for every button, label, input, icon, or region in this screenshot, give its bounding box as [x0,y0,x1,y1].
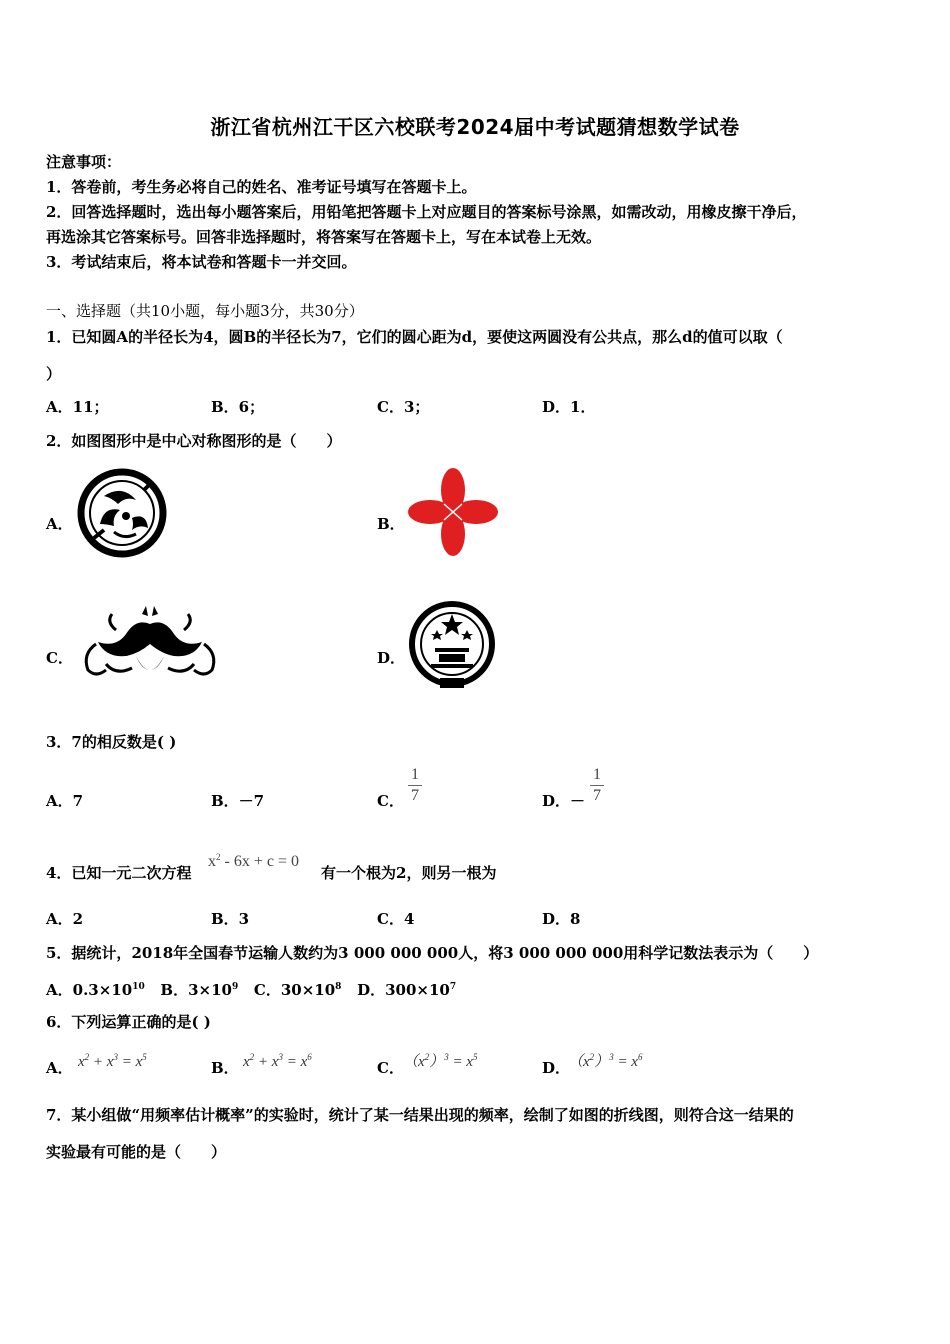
q2-option-d: D． [377,649,406,667]
q7-stem-line-2: 实验最有可能的是（ ） [46,1143,227,1161]
q1-option-a: A．11； [46,398,109,416]
q6-option-b: B． [211,1059,239,1077]
notice-item-3: 3．考试结束后，将本试卷和答题卡一并交回。 [46,253,357,271]
q2-figure-d-national-emblem [407,600,497,692]
q2-stem: 2．如图图形中是中心对称图形的是（ ） [46,432,342,450]
q6-d-expression [568,1050,642,1071]
q6-d-t1: 2 [589,1052,595,1062]
q3-option-c-fraction [408,766,422,805]
q6-a-t5: 5 [142,1052,147,1062]
q6-d-t2: ） [594,1054,610,1070]
q6-stem: 6．下列运算正确的是( ) [46,1013,211,1031]
q5-option-a [46,981,145,999]
q3-d-fraction-bar [590,785,604,786]
q2-option-b: B． [377,515,405,533]
q6-b-t5: 6 [307,1052,312,1062]
q6-b-t2: + x [254,1054,279,1070]
q4-eq-exponent: 2 [216,852,221,862]
q4-eq-x: x [208,853,216,870]
q3-c-fraction-bar [408,785,422,786]
notice-item-2-line-1: 2．回答选择题时，选出每小题答案后，用铅笔把答题卡上对应题目的答案标号涂黑，如需改动，用橡皮擦干净后， [46,203,807,221]
q1-stem-line-1: 1．已知圆A的半径长为4，圆B的半径长为7，它们的圆心距为d，要使这两圆没有公共点，那么d的值可以取（ [46,328,783,346]
q4-equation [208,852,299,871]
q2-option-a: A． [46,515,73,533]
q5-d-exponent: 7 [449,982,457,992]
q6-b-t3: 3 [278,1052,283,1062]
q1-option-c: C．3； [377,398,430,416]
q3-option-d-fraction [590,766,604,805]
q4-eq-rest: - 6x + c = 0 [220,853,299,870]
page-title: 浙江省杭州江干区六校联考2024届中考试题猜想数学试卷 [210,115,740,139]
q1-option-d: D．1． [542,398,596,416]
q3-option-a: A．7 [46,792,84,810]
q6-c-t1: 2 [424,1052,430,1062]
q3-c-numerator: 1 [411,766,419,783]
q3-option-b: B．－7 [211,792,265,810]
q6-a-t2: + x [89,1054,114,1070]
q5-option-d [357,981,456,999]
q2-figure-a-circle-emblem [74,466,170,560]
q6-d-t5: 6 [637,1052,643,1062]
q6-option-a: A． [46,1059,73,1077]
q4-option-a: A．2 [46,910,84,928]
q1-option-b: B．6； [211,398,265,416]
section-heading: 一、选择题（共10小题，每小题3分，共30分） [46,302,364,320]
q5-b-exponent: 9 [231,982,239,992]
q6-d-t4: = x [613,1054,638,1070]
q6-c-t5: 5 [472,1052,478,1062]
q2-option-c: C． [46,649,73,667]
q6-a-t1: 2 [84,1052,90,1062]
q5-a-exponent: 10 [132,982,145,992]
q5-option-b [160,981,238,999]
q5-d-base: D．300×10 [357,981,450,999]
q5-options [46,978,456,999]
q3-stem: 3．7的相反数是( ) [46,733,177,751]
q7-stem-line-1: 7．某小组做“用频率估计概率”的实验时，统计了某一结果出现的频率，绘制了如图的折线图，则符合这一结果的 [46,1106,794,1124]
notice-item-2-line-2: 再选涂其它答案标号。回答非选择题时，将答案写在答题卡上，写在本试卷上无效。 [46,228,602,246]
q6-option-d: D． [542,1059,571,1077]
q6-c-t0: （x [403,1054,425,1070]
q5-b-base: B．3×10 [160,981,232,999]
q1-stem-line-2: ） [46,365,62,383]
q4-stem-post: 有一个根为2，则另一根为 [321,864,497,882]
q5-c-base: C．30×10 [253,981,336,999]
q3-option-c: C． [377,792,404,810]
q4-option-c: C．4 [377,910,415,928]
notice-item-1: 1．答卷前，考生务必将自己的姓名、准考证号填写在答题卡上。 [46,178,477,196]
q5-stem: 5．据统计，2018年全国春节运输人数约为3 000 000 000人，将3 000 000 000用科学记数法表示为（ ） [46,944,819,962]
q5-a-base: A．0.3×10 [46,981,133,999]
q6-a-expression [78,1052,147,1071]
q3-d-numerator: 1 [593,766,601,783]
q3-d-denominator: 7 [593,787,601,804]
q6-d-t0: （x [568,1054,590,1070]
q3-option-d: D．－ [542,792,586,810]
q3-c-denominator: 7 [411,787,419,804]
q6-a-t0: x [78,1054,85,1070]
q6-d-t3: 3 [609,1052,614,1062]
q6-option-c: C． [377,1059,404,1077]
q6-b-t4: = x [282,1054,308,1070]
q6-a-t3: 3 [113,1052,118,1062]
q4-option-d: D．8 [542,910,581,928]
notice-heading: 注意事项： [46,153,122,171]
q6-b-t1: 2 [249,1052,255,1062]
q6-c-expression [403,1050,477,1071]
q6-a-t4: = x [117,1054,143,1070]
q6-b-expression [243,1052,312,1071]
q6-b-t0: x [243,1054,250,1070]
q5-option-c [254,981,342,999]
q6-c-t4: = x [448,1054,473,1070]
q4-stem-pre: 4．已知一元二次方程 [46,864,192,882]
q5-c-exponent: 8 [335,982,342,992]
q2-figure-c-double-bird [76,604,224,692]
q6-c-t3: 3 [444,1052,449,1062]
q6-c-t2: ） [429,1054,445,1070]
q2-figure-b-red-flower [404,464,502,560]
q4-option-b: B．3 [211,910,250,928]
